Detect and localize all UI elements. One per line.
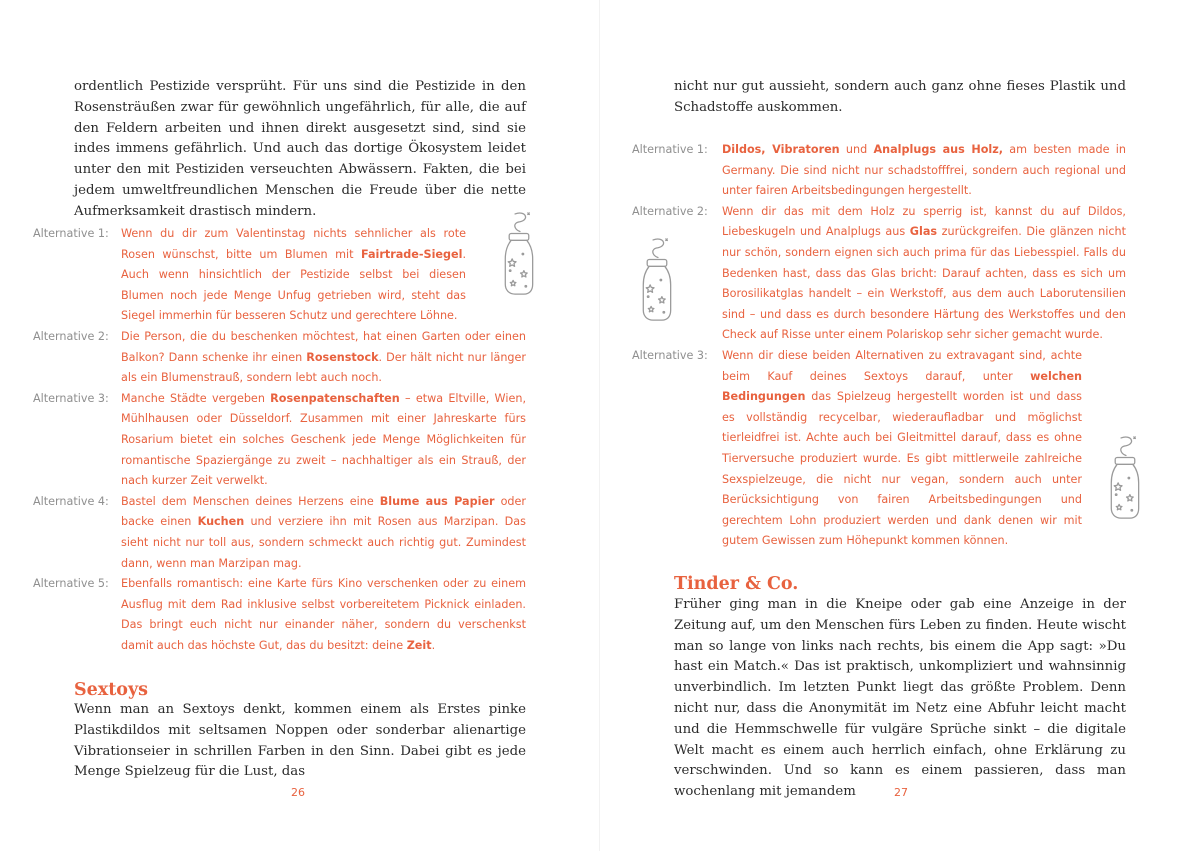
alternative-text-part: Manche Städte vergeben	[121, 391, 271, 405]
alternative-highlight: Zeit	[406, 638, 432, 652]
alternative-text-part: das Spielzeug hergestellt worden ist und dass es vollständig recycelbar, wiederaufladbar und möglichst tierleidfrei ist. Achte auch bei Gleitmittel darauf, dass es ohne Tierversuche produziert wurde. Es gibt mittlerweile zahlreiche Sexspielzeuge, die nicht nur vegan, sondern auch unter Berücksichtigung von fairen Arbeitsbedingungen und gerechtem Lohn produziert werden und dank denen wir mit gutem Gewissen zum Höhepunkt kommen können.	[722, 390, 1082, 548]
alternative-highlight: Rosenpatenschaften	[270, 391, 400, 405]
alternative-label: Alternative 4:	[33, 494, 109, 508]
alternative-highlight: Dildos, Vibratoren	[722, 143, 840, 156]
alternative-text	[121, 389, 526, 492]
alternative-label: Alternative 2:	[632, 204, 708, 218]
alternative-text-part: Bastel dem Menschen deines Herzens eine	[121, 494, 380, 508]
alternative-text-part: . Auch wenn hinsichtlich der Pestizide selbst bei diesen Blumen noch jede Menge Unfug getrieben wird, steht das Siegel immerhin für besseren Schutz und gerechtere Löhne.	[121, 247, 466, 323]
alternative-text-part: Die Person, die du beschenken möchtest, hat einen Garten oder einen Balkon? Dann schenke ihr einen	[121, 329, 526, 364]
alternative-text-part: Wenn dir das mit dem Holz zu sperrig ist, kannst du auf Dildos, Liebeskugeln und Analplugs aus	[722, 204, 1126, 239]
left-section-text: Wenn man an Sextoys denkt, kommen einem als Erstes pinke Plastikdildos mit seltsamen Noppen oder sonderbar alienartige Vibrationseier in schrillen Farben in den Sinn. Dabei gibt es jede Menge Spielzeug für die Lust, das	[74, 702, 526, 780]
alternative-text-part: Wenn du dir zum Valentinstag nichts sehnlicher als rote Rosen wünschst, bitte um Blumen mit	[121, 227, 466, 261]
alternative-item	[33, 389, 526, 492]
alternative-label: Alternative 2:	[33, 329, 109, 343]
alternative-label: Alternative 5:	[33, 577, 109, 591]
alternative-text	[121, 327, 526, 389]
alternative-highlight: Analplugs aus Holz,	[873, 143, 1004, 156]
alternative-label: Alternative 1:	[33, 227, 109, 240]
alternative-label: Alternative 3:	[33, 391, 109, 405]
alternative-item	[632, 346, 1126, 552]
alternative-highlight: Glas	[909, 225, 938, 239]
alternative-text-part: – etwa Eltville, Wien, Mühlhausen oder Düsseldorf. Zusammen mit einer Jahreskarte fürs Rosarium bietet ein solches Geschenk jede Menge Möglichkeiten für romantische Spaziergänge zu zweit – nachhaltiger als ein Strauß, der nach kurzer Zeit verwelkt.	[121, 391, 526, 488]
alternative-text-part: zurückgreifen. Die glänzen nicht nur schön, sondern eignen sich auch prima für das Liebesspiel. Falls du Bedenken hast, dass das Glas bricht: Darauf achten, dass es sich um Borosilikatglas handelt – ein Werkstoff, aus dem auch Laborutensilien sind – und dass es durch besondere Härtung des Werkstoffes und den Check auf Risse unter einem Polariskop sehr sicher gemacht wurde.	[722, 225, 1127, 342]
alternative-highlight: Blume aus Papier	[379, 494, 495, 508]
alternative-item	[632, 202, 1126, 346]
alternative-label: Alternative 1:	[632, 143, 708, 156]
alternative-item	[632, 140, 1126, 202]
alternative-item	[33, 224, 526, 327]
alternative-highlight: Kuchen	[197, 515, 245, 529]
alternative-label: Alternative 3:	[632, 348, 708, 362]
alternative-text-part: Ebenfalls romantisch: eine Karte fürs Kino verschenken oder zu einem Ausflug mit dem Rad inklusive selbst vorbereitetem Picknick einladen. Das bringt euch nicht nur einander näher, sondern du verschenkst damit auch das höchste Gut, das du besitzt: deine	[121, 577, 526, 652]
alternative-item	[33, 492, 526, 574]
alternative-text	[722, 346, 1126, 552]
alternative-text-part: .	[431, 638, 436, 652]
section-heading-sextoys: Sextoys	[74, 680, 148, 700]
alternative-text	[121, 224, 526, 327]
alternative-text	[722, 202, 1126, 346]
alternative-text	[121, 492, 526, 574]
right-intro-text: nicht nur gut aussieht, sondern auch ganz ohne fieses Plastik und Schadstoffe auskommen.	[674, 79, 1126, 115]
left-intro-text: ordentlich Pestizide versprüht. Für uns sind die Pestizide in den Rosensträußen zwar für gewöhnlich ungefährlich, für alle, die auf den Feldern arbeiten und ihnen direkt ausgesetzt sind, sind sie indes immens gefährlich. Und auch das dortige Ökosystem leidet unter den mit Pestiziden verseuchten Abwässern. Fakten, die bei jedem umweltfreundlichen Menschen die Freude über die nette Aufmerksamkeit drastisch mindern.	[74, 79, 526, 219]
alternative-item	[33, 327, 526, 389]
alternative-text-part: und verziere ihn mit Rosen aus Marzipan. Das sieht nicht nur toll aus, sondern schmeckt auch richtig gut. Zumindest dann, wenn man Marzipan mag.	[121, 515, 526, 570]
alternative-text-part: und	[839, 143, 874, 156]
right-alternatives-list	[632, 140, 1126, 552]
alternative-highlight: Rosenstock	[306, 350, 379, 364]
alternative-highlight: welchen Bedingungen	[722, 369, 1082, 404]
right-section-text: Früher ging man in die Kneipe oder gab eine Anzeige in der Zeitung auf, um den Menschen fürs Leben zu finden. Heute wischt man so lange von links nach rechts, bis einem die App sagt: »Du hast ein Match.« Das ist praktisch, unkompliziert und wahnsinnig unverbindlich. Im letzten Punkt liegt das größte Problem. Denn nicht nur, dass die Anonymität im Netz eine Abfuhr leicht macht und die Hemmschwelle für vulgäre Sprüche sinkt – die digitale Welt macht es einem auch herrlich einfach, ohne Erklärung zu verschwinden. Und so kann es einem passieren, dass man wochenlang mit jemandem	[674, 597, 1126, 800]
alternative-item	[33, 574, 526, 656]
alternative-highlight: Fairtrade-Siegel	[360, 247, 463, 261]
right-page	[600, 0, 1200, 851]
alternative-text-part: . Der hält nicht nur länger als ein Blumenstrauß, sondern lebt auch noch.	[121, 350, 527, 385]
alternative-text-part: oder backe einen	[121, 494, 526, 529]
alternative-text	[121, 574, 526, 656]
page-number-right: 27	[894, 786, 908, 799]
page-number-left: 26	[291, 786, 305, 799]
alternative-text	[722, 140, 1126, 202]
left-alternatives-list	[33, 224, 526, 656]
alternative-text-part: am besten made in Germany. Die sind nicht nur schadstofffrei, sondern auch regional und unter fairen Arbeitsbedingungen hergestellt.	[722, 143, 1126, 198]
section-heading-tinder: Tinder & Co.	[674, 574, 799, 594]
alternative-text-part: Wenn dir diese beiden Alternativen zu extravagant sind, achte beim Kauf deines Sextoys darauf, unter	[722, 348, 1082, 383]
